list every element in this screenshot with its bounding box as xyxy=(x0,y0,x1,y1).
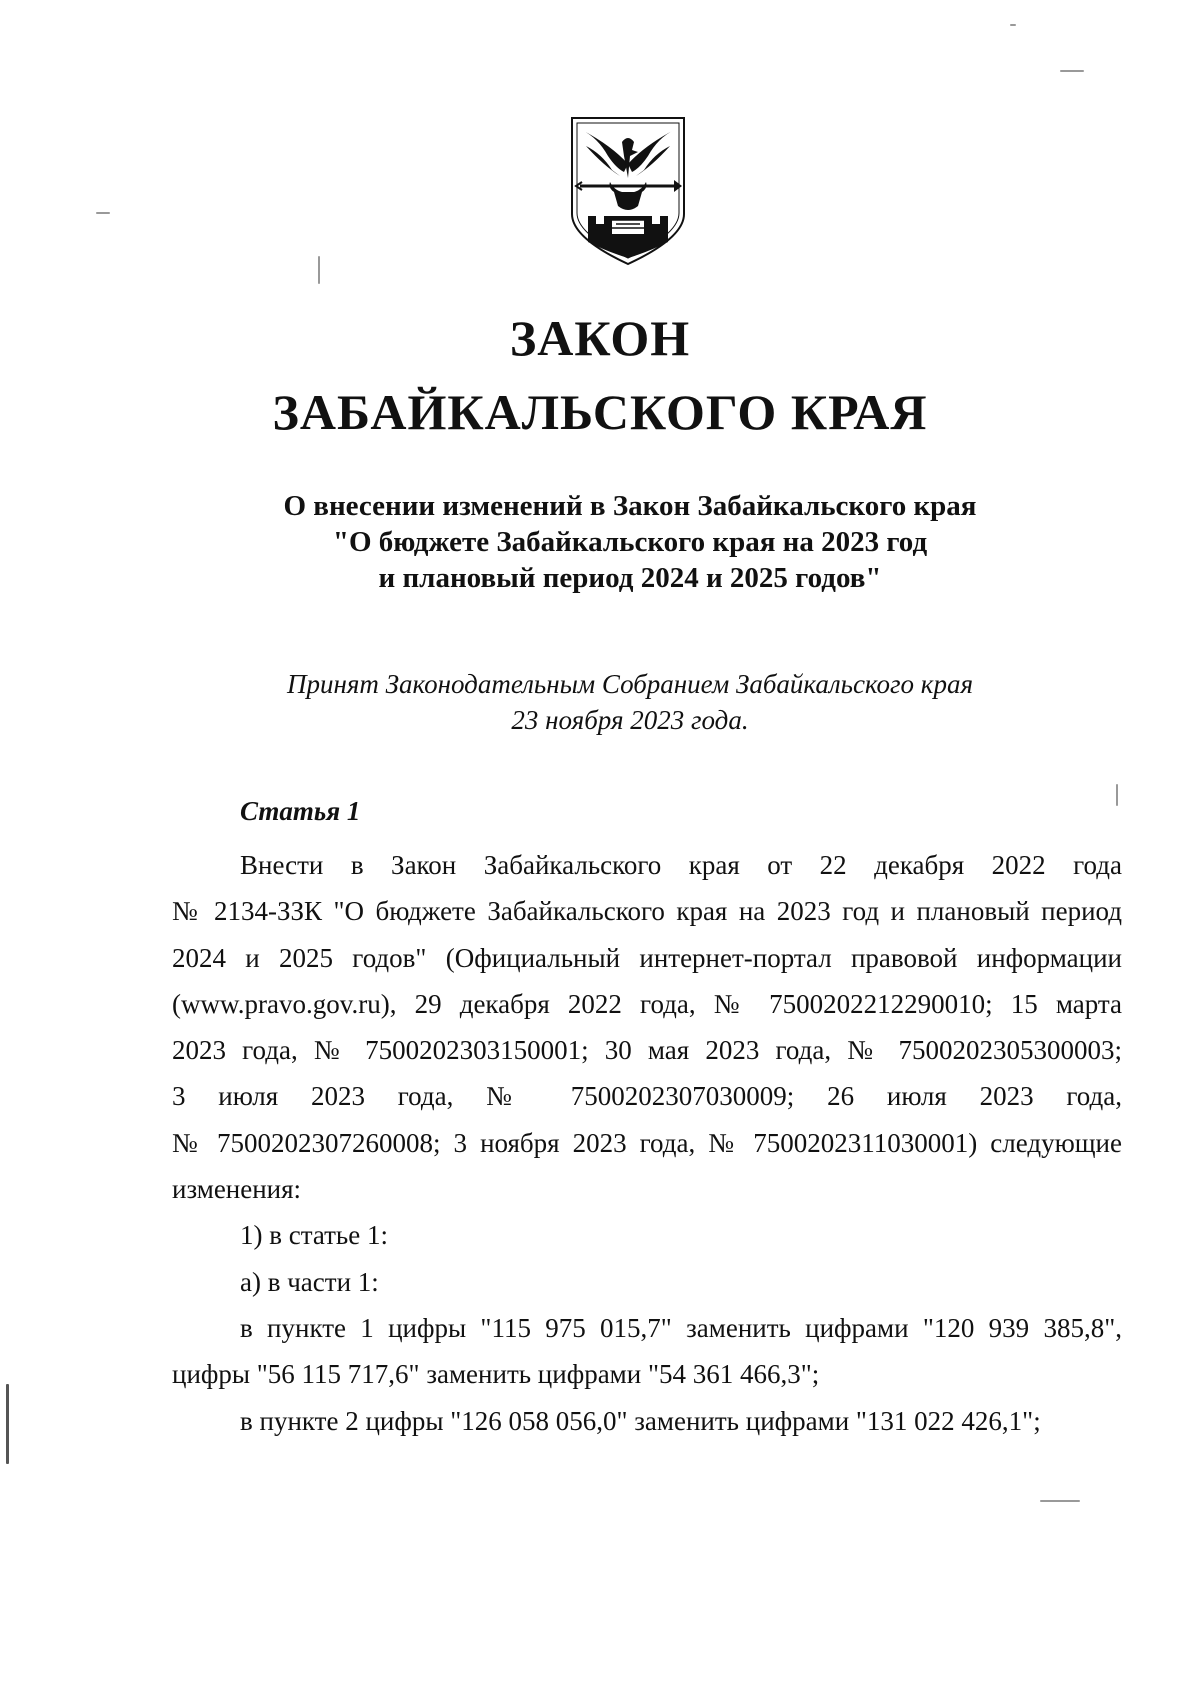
paragraph-line: 3 июля 2023 года, № 7500202307030009; 26 июля 2023 года, xyxy=(172,1081,1122,1112)
article-heading: Статья 1 xyxy=(240,796,361,826)
subject-line-3: и плановый период 2024 и 2025 годов" xyxy=(378,562,882,594)
point-2: в пункте 2 цифры "126 058 056,0" заменить цифрами "131 022 426,1"; xyxy=(240,1405,1041,1436)
subject-line-2: "О бюджете Забайкальского края на 2023 год xyxy=(332,526,928,558)
law-title-line-1: ЗАКОН xyxy=(509,310,691,366)
scan-speck xyxy=(318,256,320,284)
paragraph-line-last: изменения: xyxy=(172,1174,302,1205)
paragraph-line: № 7500202307260008; 3 ноября 2023 года, № 7500202311030001) следующие xyxy=(172,1127,1122,1158)
adoption-line-2: 23 ноября 2023 года. xyxy=(511,705,749,735)
scan-speck xyxy=(1010,24,1016,26)
paragraph-line: Внести в Закон Забайкальского края от 22 декабря 2022 года xyxy=(240,850,1122,880)
paragraph-line: 2023 года, № 7500202303150001; 30 мая 2023 года, № 7500202305300003; xyxy=(172,1035,1122,1066)
scan-speck xyxy=(1060,70,1084,72)
law-subject xyxy=(0,488,1200,596)
scan-speck xyxy=(1116,784,1118,806)
scan-speck xyxy=(96,212,110,214)
point-1-line-2: цифры "56 115 717,6" заменить цифрами "54 361 466,3"; xyxy=(172,1359,820,1390)
law-title-line-2: ЗАБАЙКАЛЬСКОГО КРАЯ xyxy=(272,384,928,440)
article-body xyxy=(172,842,1122,1444)
paragraph-line: (www.pravo.gov.ru), 29 декабря 2022 года, № 7500202212290010; 15 марта xyxy=(172,988,1122,1019)
list-item-1: 1) в статье 1: xyxy=(240,1220,388,1251)
adoption-line-1: Принят Законодательным Собранием Забайкальского края xyxy=(286,669,973,699)
paragraph-line: 2024 и 2025 годов" (Официальный интернет-портал правовой информации xyxy=(172,942,1122,973)
paragraph-line: № 2134-ЗЗК "О бюджете Забайкальского края на 2023 год и плановый период xyxy=(172,896,1122,927)
point-1-line-1: в пункте 1 цифры "115 975 015,7" заменить цифрами "120 939 385,8", xyxy=(240,1312,1122,1343)
list-item-1a: а) в части 1: xyxy=(240,1266,379,1297)
adoption-note xyxy=(0,666,1200,738)
coat-of-arms-icon xyxy=(568,116,688,266)
scan-speck xyxy=(1040,1500,1080,1502)
scan-speck xyxy=(6,1384,9,1464)
subject-line-1: О внесении изменений в Закон Забайкальского края xyxy=(283,490,977,522)
